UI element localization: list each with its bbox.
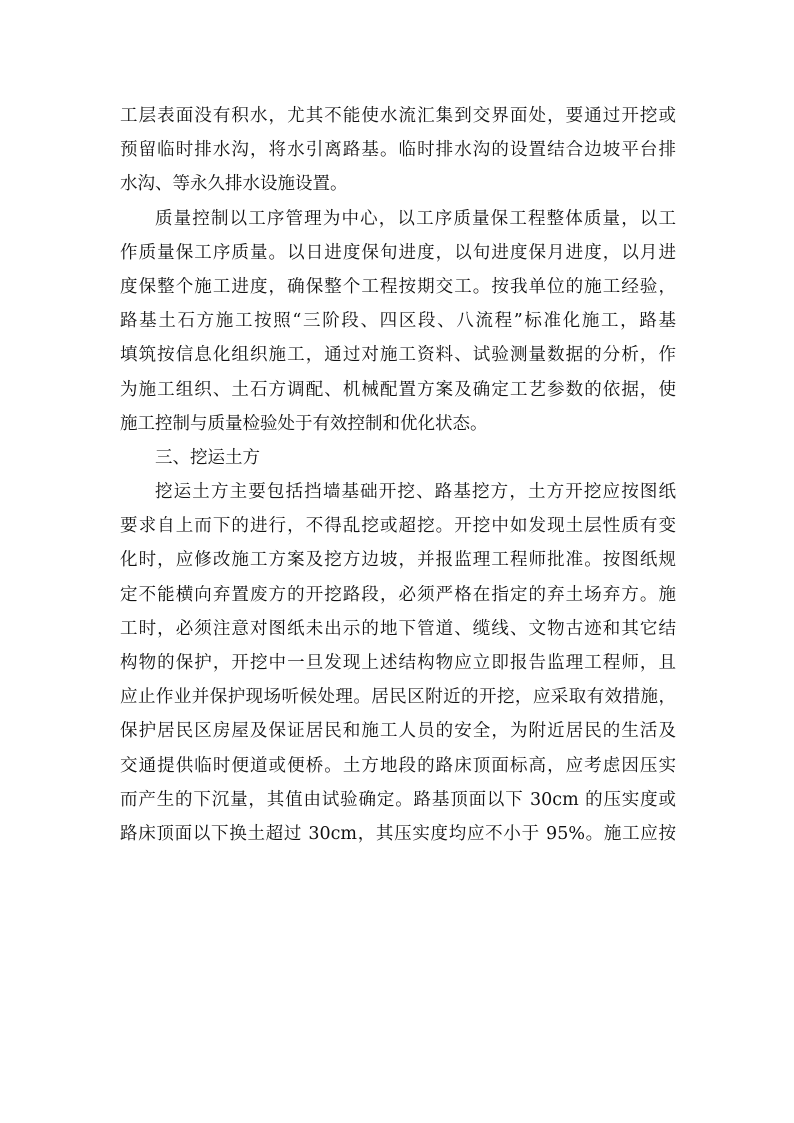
text-line: 路基土石方施工按照“三阶段、四区段、八流程”标准化施工，路基 — [120, 311, 676, 332]
text-line: 施工控制与质量检验处于有效控制和优化状态。 — [120, 413, 488, 434]
text-line: 预留临时排水沟，将水引离路基。临时排水沟的设置结合边坡平台排 — [120, 140, 676, 161]
text-line: 保护居民区房屋及保证居民和施工人员的安全，为附近居民的生活及 — [120, 721, 676, 742]
text-line: 要求自上而下的进行，不得乱挖或超挖。开挖中如发现土层性质有变 — [120, 516, 676, 537]
text-line: 定不能横向弃置废方的开挖路段，必须严格在指定的弃土场弃方。施 — [120, 584, 676, 605]
paragraph-earthwork — [120, 475, 676, 851]
text-line: 水沟、等永久排水设施设置。 — [120, 174, 348, 195]
text-line: 路床顶面以下换土超过 30cm，其压实度均应不小于 95%。施工应按 — [120, 823, 676, 844]
paragraph-quality-control — [120, 202, 676, 441]
text-line: 化时，应修改施工方案及挖方边坡，并报监理工程师批准。按图纸规 — [120, 550, 676, 571]
text-line: 应止作业并保护现场听候处理。居民区附近的开挖，应采取有效措施， — [120, 687, 676, 708]
heading-text: 三、挖运土方 — [155, 447, 260, 468]
text-line: 挖运土方主要包括挡墙基础开挖、路基挖方，土方开挖应按图纸 — [155, 482, 676, 503]
text-line: 交通提供临时便道或便桥。土方地段的路床顶面标高，应考虑因压实 — [120, 755, 676, 776]
text-line: 而产生的下沉量，其值由试验确定。路基顶面以下 30cm 的压实度或 — [120, 789, 676, 810]
paragraph-drainage — [120, 99, 676, 202]
text-line: 工层表面没有积水，尤其不能使水流汇集到交界面处，要通过开挖或 — [120, 106, 676, 126]
document-body — [120, 99, 676, 851]
text-line: 度保整个施工进度，确保整个工程按期交工。按我单位的施工经验， — [120, 276, 676, 297]
text-line: 构物的保护，开挖中一旦发现上述结构物应立即报告监理工程师，且 — [120, 653, 676, 673]
text-line: 工时，必须注意对图纸未出示的地下管道、缆线、文物古迹和其它结 — [120, 618, 676, 639]
text-line: 质量控制以工序管理为中心，以工序质量保工程整体质量，以工 — [155, 208, 676, 229]
text-line: 作质量保工序质量。以日进度保旬进度，以旬进度保月进度，以月进 — [120, 242, 676, 263]
text-line: 填筑按信息化组织施工，通过对施工资料、试验测量数据的分析，作 — [120, 345, 676, 366]
text-line: 为施工组织、土石方调配、机械配置方案及确定工艺参数的依据，使 — [120, 379, 676, 400]
section-heading — [120, 441, 676, 475]
